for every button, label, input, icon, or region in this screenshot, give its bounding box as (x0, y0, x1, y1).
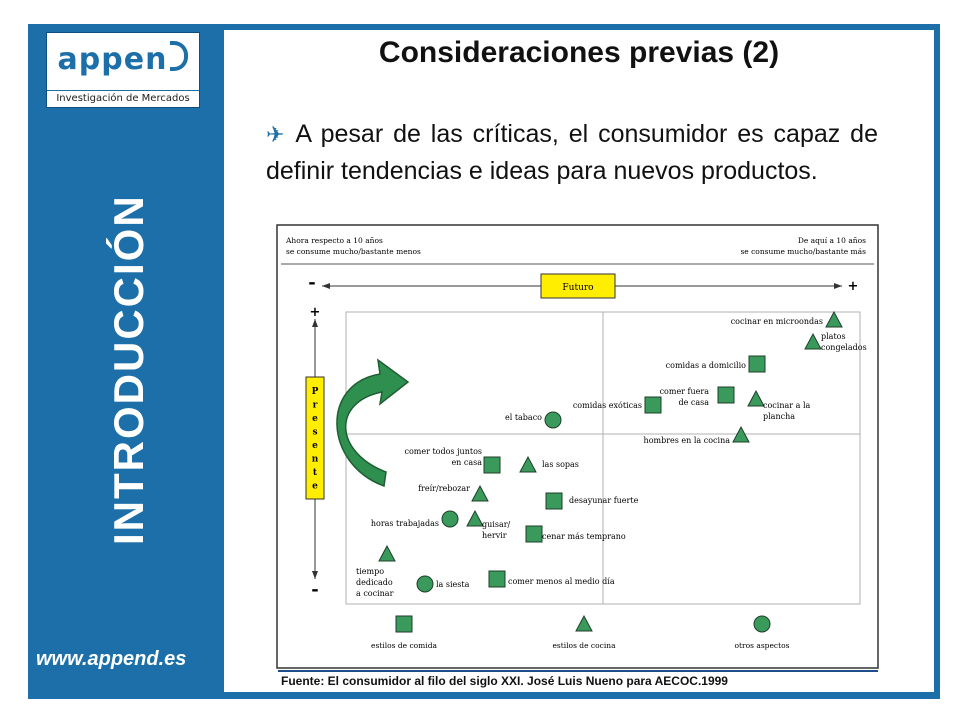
header-right-1: De aquí a 10 años (797, 236, 866, 245)
item-label: las sopas (542, 460, 579, 469)
bullet-point (266, 116, 878, 190)
presente-letter: s (312, 427, 318, 438)
header-right-2: se consume mucho/bastante más (740, 247, 866, 256)
present-minus: - (311, 579, 319, 600)
bullet-text: A pesar de las críticas, el consumidor es capaz de definir tendencias e ideas para nuevos productos. (266, 120, 878, 185)
header-left-1: Ahora respecto a 10 años (286, 236, 383, 245)
square-marker (749, 356, 765, 372)
legend-label: estilos de cocina (552, 641, 616, 650)
circle-marker (417, 576, 433, 592)
future-plus: + (847, 279, 859, 294)
legend-square-icon (396, 616, 412, 632)
item-label: comer fuera (659, 387, 709, 396)
square-marker (489, 571, 505, 587)
header-left-2: se consume mucho/bastante menos (286, 247, 421, 256)
section-title: INTRODUCCIÓN (105, 194, 152, 545)
item-label: la siesta (436, 580, 470, 589)
presente-letter: e (312, 441, 318, 451)
presente-letter: e (312, 414, 318, 424)
item-label: guisar/ (482, 520, 511, 529)
legend-circle-icon (754, 616, 770, 632)
item-label: cocinar a la (763, 401, 811, 410)
item-label: platos (821, 332, 846, 341)
present-plus: + (309, 305, 321, 320)
presente-letter: P (311, 387, 319, 397)
circle-marker (545, 412, 561, 428)
item-label: congelados (821, 343, 867, 352)
legend-label: otros aspectos (734, 641, 790, 650)
item-label: comidas exóticas (572, 401, 642, 410)
square-marker (546, 493, 562, 509)
item-label: freír/rebozar (418, 484, 470, 493)
square-marker (718, 387, 734, 403)
trend-figure (276, 224, 879, 669)
item-label: hombres en la cocina (643, 436, 730, 445)
legend-label: estilos de comida (371, 641, 437, 650)
logo-word: appen (47, 41, 199, 77)
square-marker (484, 457, 500, 473)
item-label: comidas a domicilio (665, 361, 746, 370)
item-label: hervir (482, 531, 507, 540)
item-label: desayunar fuerte (569, 496, 639, 505)
item-label: en casa (451, 458, 482, 467)
item-label: comer todos juntos (404, 447, 482, 456)
square-marker (526, 526, 542, 542)
item-label: cenar más temprano (542, 532, 626, 541)
futuro-label: Futuro (562, 283, 594, 293)
append-logo (46, 32, 200, 108)
logo-subtitle: Investigación de Mercados (47, 90, 199, 107)
presente-letter: t (312, 468, 318, 478)
presente-letter: r (312, 400, 318, 411)
future-minus: - (308, 272, 316, 293)
circle-marker (442, 511, 458, 527)
source-divider (278, 670, 878, 672)
item-label: cocinar en microondas (730, 317, 823, 326)
item-label: el tabaco (504, 413, 542, 422)
item-label: plancha (763, 412, 796, 421)
item-label: dedicado (356, 578, 393, 587)
item-label: horas trabajadas (370, 519, 439, 528)
item-label: comer menos al medio día (508, 577, 615, 586)
source-citation: Fuente: El consumidor al filo del siglo XXI. José Luis Nueno para AECOC.1999 (281, 674, 728, 688)
item-label: de casa (678, 398, 709, 407)
trend-diagram (276, 224, 879, 669)
slide-title: Consideraciones previas (2) (378, 36, 780, 69)
website-link[interactable]: www.append.es (36, 648, 187, 670)
presente-letter: e (312, 481, 318, 492)
presente-letter: n (311, 454, 319, 465)
item-label: a cocinar (356, 589, 394, 598)
square-marker (645, 397, 661, 413)
airplane-bullet-icon: ✈ (266, 122, 288, 147)
item-label: tiempo (356, 567, 385, 576)
